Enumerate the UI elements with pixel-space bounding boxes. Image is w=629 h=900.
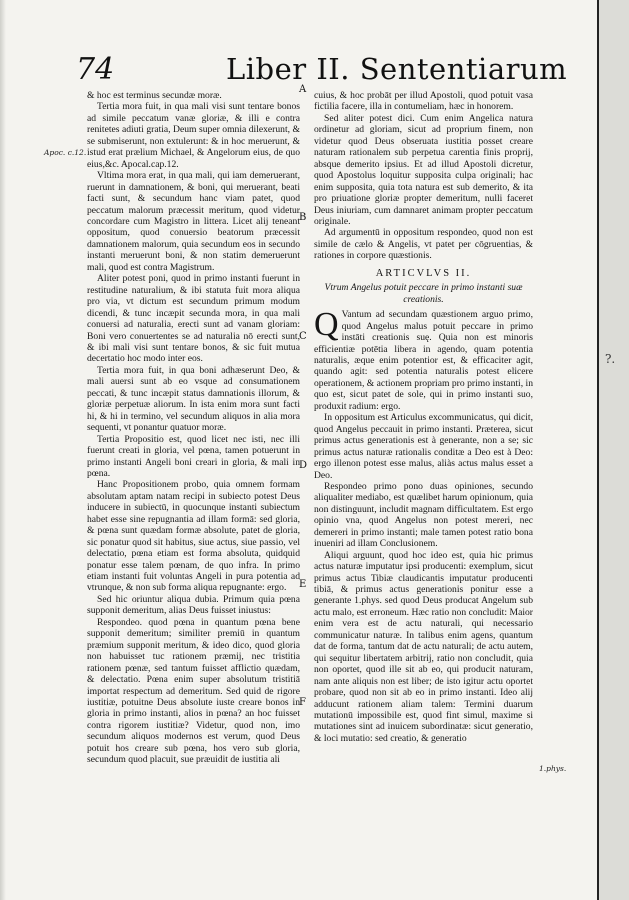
article-heading: ARTICVLVS II.	[375, 267, 472, 279]
margin-note-phys: 1.phys.	[539, 764, 567, 773]
section-marker-c: C	[299, 331, 307, 342]
section-marker-d: D	[299, 460, 308, 471]
margin-note-apoc: Apoc. c.12.	[44, 148, 87, 157]
article-opening	[314, 306, 533, 412]
left-paragraph-3: Vltima mora erat, in qua mali, qui iam demeruerant, ruerunt in damnationem, & boni, qui meruerant, beati facti sunt, & secundum hanc viam patet, quod peccatum malorum præcessit meritum, quod videtur concordare cum Magistro in littera. Licet alij teneant oppositum, quod conuersio beatorum præcessit damnationem malorum, quia secundum eos in secundo instanti meruerunt boni, & non statim demeruerunt mali, quod est contra Magistrum.	[87, 170, 300, 273]
left-column	[87, 90, 300, 766]
left-paragraph-4: Aliter potest poni, quod in primo instanti fuerunt in restitudine naturalium, & ibi statuta fuit mora aliqua pro via, vt dictum est secundum primum modum dicendi, & tunc incæpit secunda mora, in qua mali conuersi ad naturalia, erecti sunt ad vanam gloriam: Boni vero conuertentes se ad naturalia nō erecti sunt, & ibi mali visi sunt tentare bonos, & sic fuit mutua decertatio hoc modo inter eos.	[87, 273, 300, 365]
left-paragraph-7: Hanc Propositionem probo, quia omnem formam absolutam aptam natam recipi in subiecto potest Deus inducere in subiectū, in quocunque instanti subiectum habet esse sine repugnantia ad illam formā: sed gloria, & pœna sunt quædam formæ absolute, patet de gloria, sic ponatur quod sit habitus, siue actus, siue passio, vel delectatio, pœna etiam est forma absoluta, quidquid ponatur esse talem pœnam, de quo infra. In primo etiam instanti fuit voluntas Angeli in pura potentia ad vtrunque, & non sub forma aliqua repugnante: ergo.	[87, 479, 300, 594]
article-question: Vtrum Angelus potuit peccare in primo instanti suæ creationis.	[324, 282, 523, 305]
section-marker-a: A	[299, 84, 307, 95]
page-header	[76, 52, 596, 88]
article-paragraph-3: Aliqui arguunt, quod hoc ideo est, quia hic primus actus naturæ imputatur ipsi producenti: exemplum, sicut primus actus Tibiæ claudicantis imputatur producenti tibiā, & primus actus generationis ponitur esse a generante 1.phys. sed quod Deus producat Angelum sub actu malo, est erroneum. Hæc ratio non concludit: Maior enim vera est de actu naturali, qui necessario communicatur naturæ. In talibus enim agens, quantum dat de forma, tantum dat de actu naturali; de actu autem, qui sequitur libertatem arbitrij, ratio non concludit, quia non oportet, quod ille sit ab eo, qui producit naturam, nam ante aliquis non est liber; de isto igitur actu oportet probare, quod non sit ab eo in primo instanti. Ideo alij adducunt rationem aliam talem: Termini duarum mutationū impossibile est, quod fint simul, maxime si mutationes sint ad inuicem subordinatæ: sicut generatio, & loci mutatio: sed creatio, & generatio	[314, 549, 533, 744]
right-paragraph-3: Ad argumentū in oppositum respondeo, quod non est simile de cælo & Angelis, vt patet per cōgruentias, & rationes in corpore quæstionis.	[314, 227, 533, 262]
drop-cap: Q	[314, 306, 339, 344]
article-paragraph-1: In oppositum est Articulus excommunicatus, qui dicit, quod Angelus peccauit in primo instanti. Præterea, sicut primus actus generationis est à generante, non a se; sic primus actus naturæ rationalis conditæ a Deo est à Deo: ergo illenon potest esse malus, aliàs actus malus esset a Deo.	[314, 412, 533, 481]
running-title: Liber II. Sententiarum	[226, 52, 568, 86]
article-opening-text: Vantum ad secundam quæstionem arguo primo, quod Angelus malus potuit peccare in primo instāti creationis suę. Quia non est minoris efficientiæ potētia libera in agendo, quam potentia naturalis, æque enim potentior est, & efficaciter agit, quando agit: sed potentia naturalis potest elicere operationem, & actionem propriam pro primo instanti, in quo est, sicut patet de sole, qui in primo instanti suo, produxit radium: ergo.	[314, 309, 533, 412]
section-marker-f: F	[299, 697, 306, 708]
left-paragraph-5: Tertia mora fuit, in qua boni adhæserunt Deo, & mali auersi sunt ab eo vsque ad consumationem peccati, & tunc incæpit status damnationis illorum, & gloriæ perpetuæ aliorum. In ista enim mora sunt facti hi, & hi in termino, vel secundum aliquos in alia mora sequenti, vt ponantur quatuor moræ.	[87, 364, 300, 434]
section-marker-b: B	[299, 212, 307, 223]
gutter-shadow	[0, 0, 6, 900]
left-paragraph-2: Tertia mora fuit, in qua mali visi sunt tentare bonos ad simile peccatum vanæ gloriæ, & illi e contra renitetes adiuti gratia, Deum super omnia dilexerunt, & se submiserunt, non extulerunt: & in hoc meruerunt, & istud erat prælium Michael, & Angelorum eius, de quo eius,&c. Apocal.cap.12.	[87, 101, 300, 170]
article-paragraph-2: Respondeo primo pono duas opiniones, secundo aliqualiter mediabo, est quælibet harum opinionum, quia non distinguunt, includit magnam difficultatem. Est ergo opinio vna, quod Angelus non potest mereri, nec demereri in primo instanti; male tamen potest ratio bona inueniri ad illam Conclusionem.	[314, 480, 533, 550]
page-number: 74	[76, 52, 115, 87]
facing-page-edge	[597, 0, 629, 900]
left-paragraph-1: & hoc est terminus secundæ moræ.	[87, 90, 222, 101]
right-paragraph-1: cuius, & hoc probāt per illud Apostoli, quod potuit vasa fictilia facere, illa in contumeliam, hæc in honorem.	[314, 90, 533, 113]
right-paragraph-2: Sed aliter potest dici. Cum enim Angelica natura ordinetur ad gloriam, sicut ad proprium finem, non videtur quod Deus obseruata iustitia posset creare naturam rationalem sub perpetua carentia finis proprij, absque demerito ipsius. Et ad illud Apostoli dicretur, quod Apostolus loquitur supposita culpa originali; hac enim supposita, quia tota natura est sub demerito, & ita pro priuatione gloriæ propter demeritum, nulli faceret Deus iniuriam, cum damnaret animam propter peccatum originale.	[314, 112, 533, 227]
facing-page-note: ?.	[605, 352, 616, 366]
left-paragraph-6: Tertia Propositio est, quod licet nec isti, nec illi fuerunt creati in gloria, vel pœna, tamen potuerunt in primo instanti Angeli boni creari in gloria, & mali in pœna.	[87, 433, 300, 479]
left-paragraph-9: Respondeo. quod pœna in quantum pœna bene supponit demeritum; similiter premiū in quantum præmium supponit meritum, & ideo dico, quod gloria non habuisset tuc rationem præmij, nec tristitia rationem pœnæ, sed tantum fuisset afflictio quædam, & delectatio. Pœna enim super absolutum tristitiā importat respectum ad demeritum. Sed quid de rigore iustitiæ, potuitne Deus absolute iuste creare bonos in gloria in primo instanti, alios in pœna? an hoc fuisset contra rigorem iustitiæ? Videtur, quod non, imo secundum aliquos modernos est verum, quod Deus potuit hos creare sub pœna, hos vero sub gloria, secundum quod placuit, sue præuidit de iustitia ali	[87, 616, 300, 766]
right-column	[314, 90, 533, 744]
section-marker-e: E	[299, 579, 307, 590]
left-paragraph-8: Sed hic oriuntur aliqua dubia. Primum quia pœna supponit demeritum, alias Deus fuisset iniustus:	[87, 593, 300, 617]
